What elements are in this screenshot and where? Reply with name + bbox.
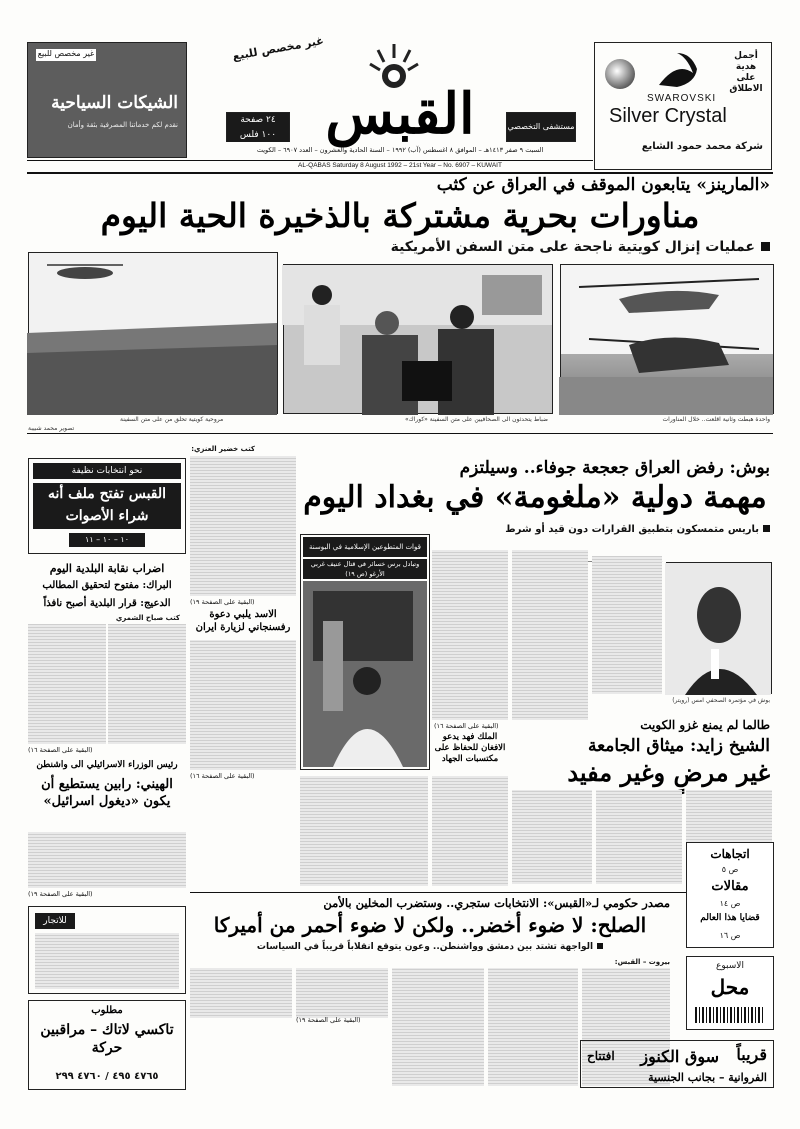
bullet-square [597,943,603,949]
officers-caption: ضباط يتحدثون الى الصحافيين على متن السفينة «كوراك» [405,416,548,423]
hospital-label: مستشفى التخصصي [507,113,575,141]
ad-tagline: أجمل هدية على الاطلاق [729,51,763,94]
bush-photo-caption: بوش في مؤتمره الصحفي امس (رويتر) [672,697,770,704]
date-english: AL-QABAS Saturday 8 August 1992 – 21st Year – No. 6907 – KUWAIT [298,162,502,169]
rabin-body [28,832,186,888]
khazer-body [190,456,296,596]
ship-caption: مروحية كويتية تحلق من على متن السفينة [120,416,224,423]
gazette-body [35,933,179,989]
strike-body-2 [108,624,186,744]
bosnia-photo [303,581,427,767]
bush-continued: (البقية على الصفحة ١٦) [434,722,499,730]
gazette-title: للاتجار [35,913,75,929]
swarovski-ad [594,42,772,170]
officers-photo [283,264,553,414]
ad-product: Silver Crystal [609,105,727,127]
bosnia-label-1: قوات المتطوعين الإسلامية في البوسنة [303,537,427,557]
bottom-body-4 [296,968,388,1018]
bush-body-text [432,550,508,720]
bosnia-label-2: وتبادل برس خسائر في قتال عنيف غربي الأرغو (ص ١٩) [303,559,427,579]
trends-item-2: مقالات [711,879,749,894]
afghan-body-2 [300,776,428,886]
rabin-continued: (البقية على الصفحة ١٩) [28,890,93,898]
khazer-byline: كتب خضير العنزي: [191,445,255,453]
lead-headline: مناورات بحرية مشتركة بالذخيرة الحية اليوم [100,196,700,235]
weekly-label: الاسبوع [716,961,744,971]
bush-sub [505,524,770,535]
bottom-dateline: بيروت – القبس: [614,958,670,966]
bush-body-text [512,550,588,720]
store-tag: قريباً [736,1045,767,1064]
photo-row-rule [27,433,773,434]
khazer-continued: (البقية على الصفحة ١٩) [190,598,255,606]
masthead-bottom-rule [27,172,773,174]
zayed-headline-2: غير مرضٍ وغير مفيد [567,758,770,787]
bottom-kicker: مصدر حكومي لـ«القبس»: الانتخابات ستجري.. وستضرب المخلين بالأمن [323,896,670,910]
bottom-body-2 [488,968,578,1086]
wanted-title: مطلوب [91,1005,123,1016]
wanted-body: تاكسي لاتاك – مراقبين حركة [40,1022,174,1056]
zayed-body-2 [596,790,682,884]
price: ١٠٠ فلس [227,128,289,142]
weekly-barcode [695,1007,765,1023]
strike-body [28,624,106,744]
strike-headline: اضراب نقابة البلدية اليوم [49,562,165,575]
helicopter-photo [560,264,774,414]
weekly-widget [686,956,774,1030]
ad-subtitle: نقدم لكم خدماتنا المصرفية بثقة وأمان [67,121,178,129]
trends-item-4: قضايا هذا العالم [700,913,760,923]
ornament-ball [605,59,635,89]
strike-continued: (البقية على الصفحة ١٦) [28,746,93,754]
assad-headline: الاسد يلبي دعوة رفسنجاني لزيارة ايران [195,609,291,633]
bottom-headline: الصلح: لا ضوء أخضر.. ولكن لا ضوء أحمر من أميركا [213,913,647,937]
assad-body [190,640,296,770]
hospital-box [506,112,576,142]
rabin-headline: الهيني: رابين يستطيع أن يكون «ديغول اسرائيل» [41,777,173,809]
bottom-continued: (البقية على الصفحة ١٩) [296,1016,361,1024]
bullet-square [761,242,770,251]
weekly-value: محل [710,975,750,999]
bush-kicker: بوش: رفض العراق جعجعة جوفاء.. وسيلتزم [459,458,770,478]
bush-photo [666,562,772,694]
bottom-sub-text: الواجهة تشتد بين دمشق وواشنطن.. وعون يتوقع انقلاباً قريباً في السياسات [256,942,594,952]
pages-price-box [226,112,290,142]
elections-dates: ١٠ – ١٠ – ١١ [69,533,145,547]
elections-box [28,458,186,554]
masthead-logo: القبس [325,81,475,147]
bush-headline: مهمة دولية «ملغومة» في بغداد اليوم [303,480,767,515]
travellers-cheques-ad [27,42,187,158]
not-for-sale-label: غير مخصص للبيع [231,34,325,63]
trends-item-5: ص ١٦ [719,931,741,940]
bush-body-text [592,556,662,694]
elections-tag: نحو انتخابات نظيفة [33,463,181,479]
strike-sub-1: البراك: مفتوح لتحقيق المطالب [42,580,172,591]
zayed-headline-1: الشيخ زايد: ميثاق الجامعة [587,736,770,756]
ship-photo [28,252,278,414]
bush-sub-text: باريس متمسكون بتطبيق القرارات دون قيد أو شرط [505,524,759,535]
trends-widget [686,842,774,948]
trends-title: اتجاهات [710,847,750,861]
store-name: سوق الكنوز [640,1047,719,1066]
bottom-body-5 [190,968,292,1018]
ad-company: شركة محمد حمود الشايع [641,141,763,152]
masthead-top-rule [27,160,593,161]
strike-byline: كتب صباح الشمري [115,614,180,622]
photo-credit: تصوير محمد شبيبة [28,425,75,432]
strike-sub-2: الدعيج: قرار البلدية أصبح نافذاً [43,598,171,609]
date-arabic: السبت ٩ صفر ١٤١٣هـ – الموافق ٨ اغسطس (آب) ١٩٩٢ – السنة الحادية والعشرون – العدد ٦٩٠٧ – الكويت [256,146,544,154]
bottom-body-3 [392,968,484,1086]
lead-sub [391,239,770,255]
lead-sub-text: عمليات إنزال كويتية ناجحة على متن السفن الأمريكية [390,239,755,255]
afghan-body [432,776,508,886]
zayed-kicker: طالما لم يمنع غزو الكويت [640,718,770,732]
elections-title: القبس تفتح ملف أنه شراء الأصوات [33,483,181,529]
trends-item-3: ص ١٤ [719,899,741,908]
assad-continued: (البقية على الصفحة ١٦) [190,772,255,780]
swan-logo [647,51,707,91]
rabin-kicker: رئيس الوزراء الاسرائيلي الى واشنطن [36,760,178,770]
wanted-phones: ٤٧٦٥ ٤٩٥ / ٤٧٦٠ ٢٩٩ [55,1071,159,1082]
ad-brand: SWAROVSKI [647,93,717,104]
treasures-market-ad [580,1040,774,1088]
afghan-headline: الملك فهد يدعو الافغان للحفاظ على مكتسبات الجهاد [434,732,506,764]
trends-item-1: ص ٥ [721,865,739,874]
gazette-ad [28,906,186,994]
pages-count: ٢٤ صفحة [227,113,289,128]
store-prefix: افتتاح [587,1049,615,1063]
bosnia-photo-box [300,534,430,770]
ad-title: الشيكات السياحية [51,93,178,113]
store-location: الفروانية – بجانب الجنسية [648,1071,767,1084]
wanted-ad [28,1000,186,1090]
lead-kicker: «المارينز» يتابعون الموقف في العراق عن كثب [436,175,770,195]
bullet-square [763,525,770,532]
ad-not-for-sale-stamp: غير مخصص للبيع [36,49,96,61]
helicopter-caption: واحدة هبطت وثانية اقلعت.. خلال المناورات [662,416,770,423]
zayed-body-3 [512,790,592,884]
bottom-sub [190,942,670,952]
